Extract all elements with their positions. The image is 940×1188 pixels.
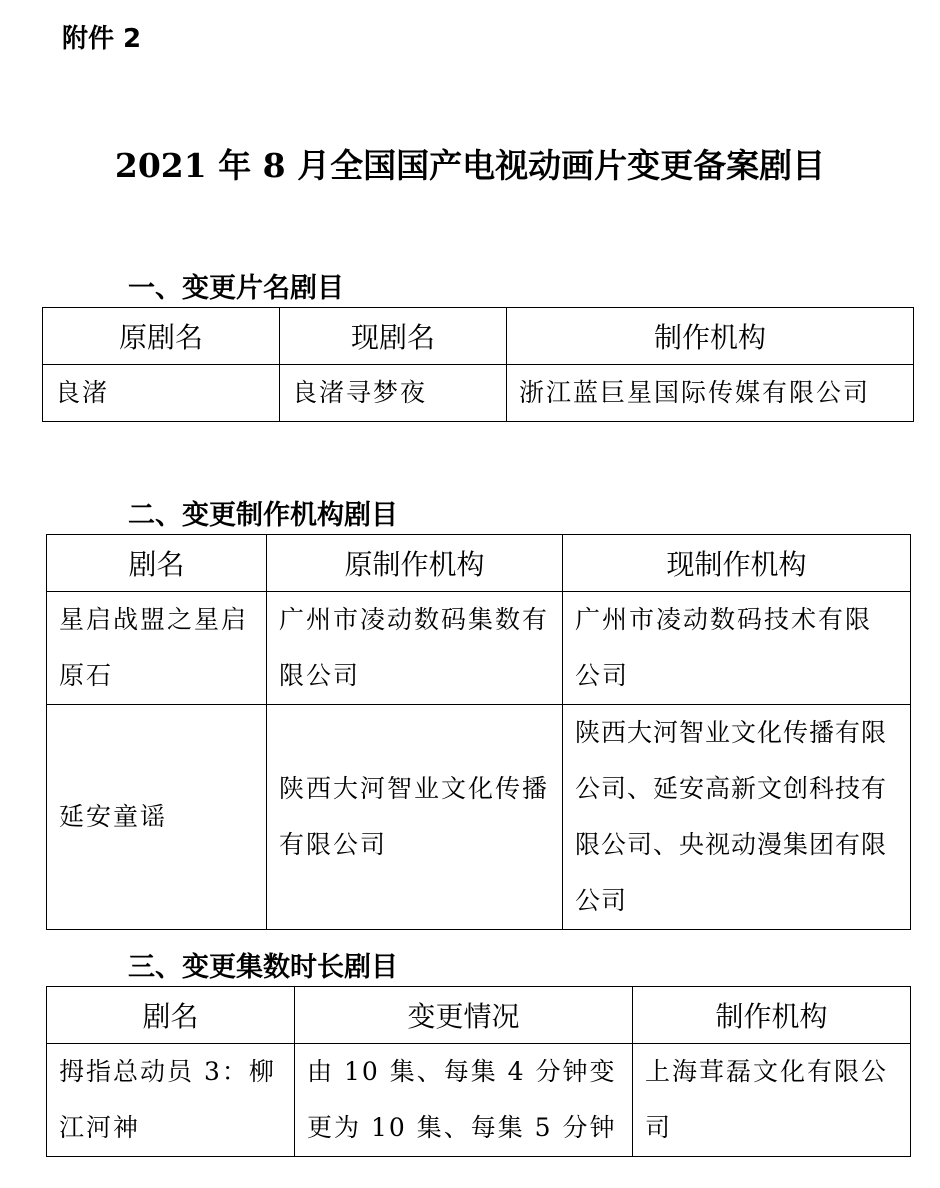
header-title: 剧名 <box>47 987 295 1044</box>
header-change: 变更情况 <box>295 987 633 1044</box>
section3-heading: 三、变更集数时长剧目 <box>128 952 398 983</box>
table-row <box>43 365 914 422</box>
cell-change: 由 10 集、每集 4 分钟变更为 10 集、每集 5 分钟 <box>295 1044 633 1157</box>
section1-table <box>42 307 914 422</box>
header-title: 剧名 <box>47 535 267 592</box>
table-row <box>47 592 911 705</box>
cell-title: 拇指总动员 3：柳江河神 <box>47 1044 295 1157</box>
header-producer: 制作机构 <box>507 308 914 365</box>
cell-producer: 上海茸磊文化有限公司 <box>633 1044 911 1157</box>
cell-current-title: 良渚寻梦夜 <box>280 365 507 422</box>
table-header-row <box>47 987 911 1044</box>
cell-producer: 浙江蓝巨星国际传媒有限公司 <box>507 365 914 422</box>
header-original-title: 原剧名 <box>43 308 280 365</box>
table-row <box>47 705 911 930</box>
attachment-label: 附件 2 <box>62 24 142 54</box>
section2-heading: 二、变更制作机构剧目 <box>128 500 398 531</box>
cell-title: 延安童谣 <box>47 705 267 930</box>
section2-table <box>46 534 911 930</box>
cell-current-producer: 广州市凌动数码技术有限公司 <box>563 592 911 705</box>
header-producer: 制作机构 <box>633 987 911 1044</box>
header-current-title: 现剧名 <box>280 308 507 365</box>
section1-heading: 一、变更片名剧目 <box>128 273 344 304</box>
cell-original-title: 良渚 <box>43 365 280 422</box>
document-title: 2021 年 8 月全国国产电视动画片变更备案剧目 <box>114 146 826 185</box>
header-original-producer: 原制作机构 <box>267 535 563 592</box>
table-row <box>47 1044 911 1157</box>
table-header-row <box>43 308 914 365</box>
cell-original-producer: 广州市凌动数码集数有限公司 <box>267 592 563 705</box>
header-current-producer: 现制作机构 <box>563 535 911 592</box>
cell-current-producer: 陕西大河智业文化传播有限公司、延安高新文创科技有限公司、央视动漫集团有限公司 <box>563 705 911 930</box>
section3-table <box>46 986 911 1157</box>
table-header-row <box>47 535 911 592</box>
cell-original-producer: 陕西大河智业文化传播有限公司 <box>267 705 563 930</box>
cell-title: 星启战盟之星启原石 <box>47 592 267 705</box>
